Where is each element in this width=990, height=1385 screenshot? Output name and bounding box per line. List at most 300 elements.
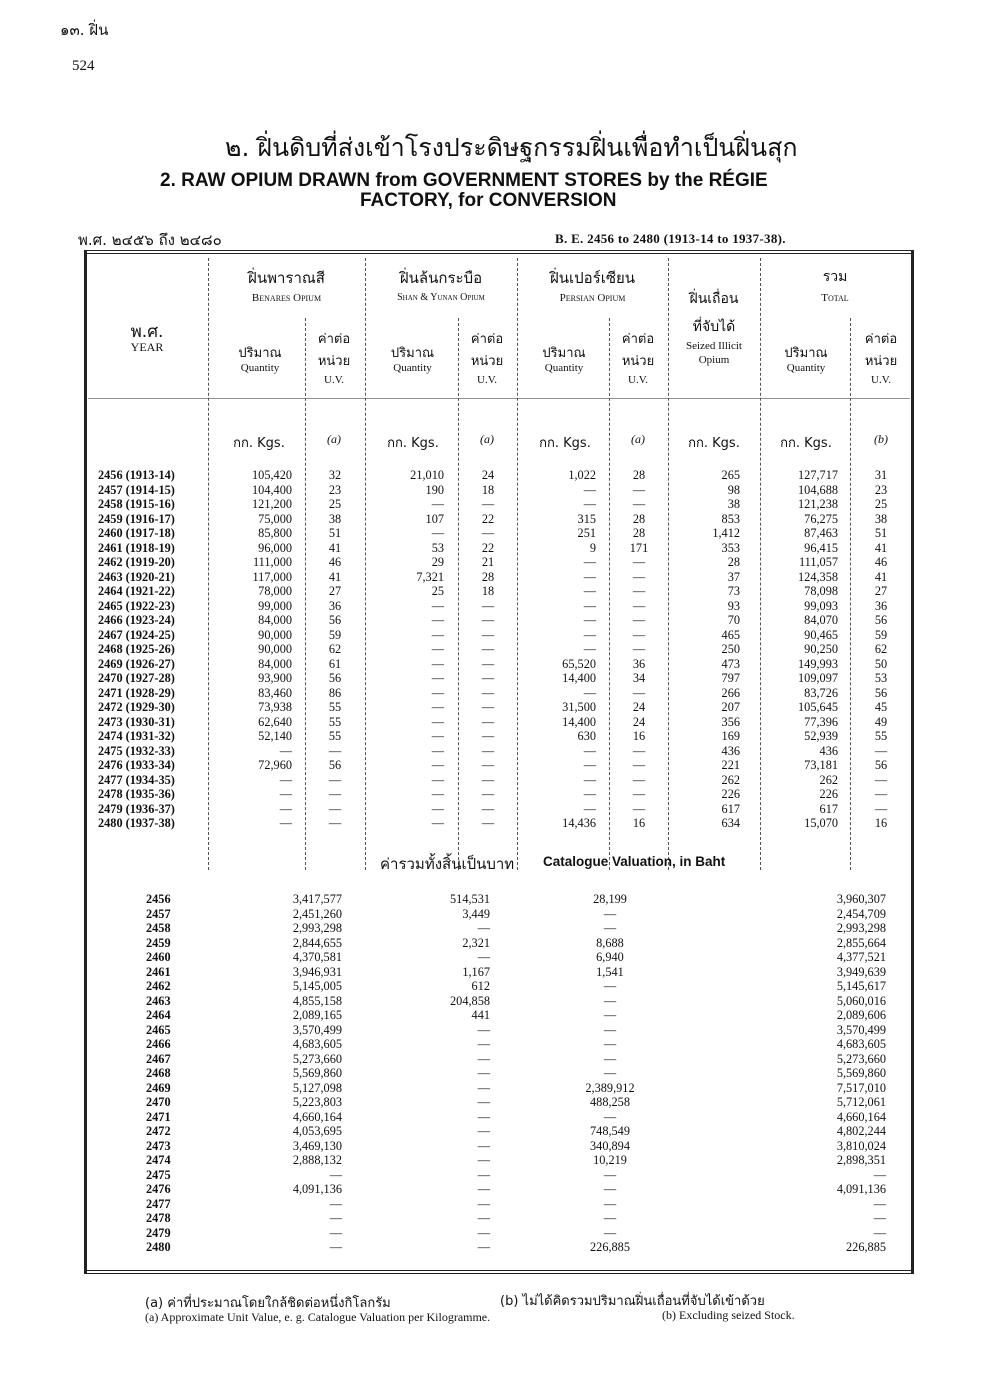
table-cell: — <box>583 772 596 787</box>
year-cell: 2477 (1934-35) <box>98 772 175 787</box>
year-cell: 2469 <box>146 1080 171 1095</box>
table-cell: 251 <box>577 526 596 540</box>
shan-uv-column <box>465 468 511 831</box>
table-cell: 4,660,164 <box>836 1109 886 1124</box>
footnote-a-thai: (a) ค่าที่ประมาณโดยใกล้ชิดต่อหนึ่งกิโลกรัม <box>145 1296 391 1311</box>
table-cell: — <box>603 1066 617 1080</box>
table-cell: 28 <box>481 569 495 584</box>
table-cell: 90,465 <box>804 627 838 642</box>
header-seized-thai-1: ฝิ่นเถื่อน <box>689 291 739 307</box>
header-seized-thai-2: ที่จับได้ <box>692 319 736 335</box>
table-cell: — <box>632 482 646 497</box>
table-cell: 28 <box>727 555 740 569</box>
table-cell: 226 <box>721 787 740 801</box>
table-cell: 73 <box>727 584 740 598</box>
table-cell: — <box>632 497 646 511</box>
table-cell: 51 <box>328 526 342 540</box>
table-cell: 226,885 <box>590 1240 630 1254</box>
table-cell: 90,000 <box>258 627 292 642</box>
table-cell: — <box>481 526 495 540</box>
table-cell: — <box>481 642 495 656</box>
year-cell: 2479 <box>146 1225 171 1240</box>
table-cell: 4,377,521 <box>836 950 886 964</box>
table-cell: 104,400 <box>252 482 292 497</box>
table-cell: — <box>481 729 495 743</box>
table-cell: — <box>632 627 646 642</box>
table-cell: 3,960,307 <box>836 892 886 906</box>
table-cell: — <box>477 1182 490 1196</box>
table-cell: 28 <box>632 468 646 482</box>
table-cell: 514,531 <box>450 892 490 906</box>
table-cell: 52,939 <box>804 729 838 743</box>
subheader-uv-en: U.V. <box>324 374 344 386</box>
table-cell: — <box>431 497 444 511</box>
table-cell: — <box>481 743 495 758</box>
table-cell: 207 <box>721 700 740 714</box>
table-cell: 10,219 <box>593 1153 627 1167</box>
table-cell: — <box>632 772 646 787</box>
footnote-a-en: (a) Approximate Unit Value, e. g. Catalogue Valuation per Kilogramme. <box>145 1310 491 1324</box>
table-cell: — <box>477 1138 490 1153</box>
year-cell: 2457 <box>146 906 171 921</box>
subheader-qty-en: Quantity <box>393 362 432 374</box>
table-cell: — <box>477 1167 490 1182</box>
year-cell: 2456 <box>146 892 171 906</box>
table-cell: 5,712,061 <box>836 1095 886 1109</box>
table-cell: — <box>279 772 292 787</box>
year-cell: 2462 (1919-20) <box>98 555 175 569</box>
year-cell: 2474 <box>146 1153 171 1167</box>
table-cell: 45 <box>874 700 888 714</box>
persian-quantity-column <box>520 468 596 831</box>
table-cell: — <box>603 921 617 935</box>
table-cell: 16 <box>632 729 646 743</box>
table-cell: 2,451,260 <box>292 906 342 921</box>
year-cell: 2465 <box>146 1022 171 1037</box>
year-cell: 2479 (1936-37) <box>98 801 175 816</box>
table-cell: — <box>431 671 444 685</box>
table-cell: 748,549 <box>590 1124 630 1138</box>
table-cell: 21 <box>481 555 495 569</box>
table-cell: 86 <box>328 685 342 700</box>
period-en: B. E. 2456 to 2480 (1913-14 to 1937-38). <box>555 231 786 246</box>
year-cell: 2459 <box>146 935 171 950</box>
table-cell: 76,275 <box>804 511 838 526</box>
table-cell: 265 <box>721 468 740 482</box>
table-cell: — <box>431 700 444 714</box>
year-cell: 2461 <box>146 964 171 979</box>
table-cell: — <box>328 787 342 801</box>
table-cell: — <box>583 569 596 584</box>
table-cell: — <box>632 598 646 613</box>
table-cell: 52,140 <box>258 729 292 743</box>
table-cell: 204,858 <box>450 993 490 1008</box>
table-cell: 85,800 <box>258 526 292 540</box>
table-cell: 28 <box>632 526 646 540</box>
year-cell: 2456 (1913-14) <box>98 468 175 482</box>
table-cell: 3,949,639 <box>836 964 886 979</box>
table-cell: 617 <box>819 801 838 816</box>
table-cell: — <box>477 1225 490 1240</box>
header-year-thai: พ.ศ. <box>130 322 164 342</box>
table-cell: — <box>632 613 646 627</box>
table-cell: — <box>481 787 495 801</box>
table-cell: 3,469,130 <box>292 1138 342 1153</box>
table-cell: — <box>279 801 292 816</box>
table-cell: — <box>603 1037 617 1051</box>
year-cell: 2464 <box>146 1008 171 1022</box>
table-cell: — <box>431 613 444 627</box>
table-cell: 83,460 <box>258 685 292 700</box>
table-cell: 24 <box>632 714 646 729</box>
year-cell: 2475 <box>146 1167 171 1182</box>
table-cell: 266 <box>721 685 740 700</box>
table-cell: — <box>583 598 596 613</box>
table-cell: 96,415 <box>804 540 838 555</box>
table-cell: 16 <box>632 816 646 830</box>
year-cell: 2462 <box>146 979 171 993</box>
title-thai: ๒. ฝิ่นดิบที่ส่งเข้าโรงประดิษฐกรรมฝิ่นเพื่อทำเป็นฝิ่นสุก <box>225 133 798 162</box>
table-cell: 169 <box>721 729 740 743</box>
table-cell: — <box>431 758 444 772</box>
page-number: 524 <box>72 58 95 74</box>
table-cell: 56 <box>328 671 342 685</box>
table-cell: — <box>481 816 495 830</box>
table-cell: 70 <box>727 613 740 627</box>
table-cell: 2,855,664 <box>836 935 886 950</box>
table-cell: 124,358 <box>798 569 838 584</box>
table-cell: 53 <box>874 671 888 685</box>
table-cell: 32 <box>328 468 342 482</box>
year-cell: 2472 (1929-30) <box>98 700 175 714</box>
table-cell: 121,200 <box>252 497 292 511</box>
year-cell: 2466 <box>146 1037 171 1051</box>
table-cell: — <box>603 993 617 1008</box>
table-cell: 65,520 <box>562 656 596 671</box>
table-cell: 49 <box>874 714 888 729</box>
table-cell: — <box>481 671 495 685</box>
table-cell: — <box>481 714 495 729</box>
subheader-uv-thai-1: ค่าต่อ <box>621 332 655 347</box>
table-cell: 1,541 <box>596 964 624 979</box>
table-cell: 56 <box>874 685 888 700</box>
table-cell: 3,570,499 <box>836 1022 886 1037</box>
year-cell: 2468 <box>146 1066 171 1080</box>
table-cell: 46 <box>328 555 342 569</box>
table-cell: 59 <box>874 627 888 642</box>
table-cell: 8,688 <box>596 935 624 950</box>
table-cell: 25 <box>431 584 444 598</box>
table-cell: 41 <box>328 540 342 555</box>
table-cell: 14,400 <box>562 671 596 685</box>
table-cell: — <box>603 1196 617 1211</box>
table-cell: 9 <box>589 540 596 555</box>
unit-kgs: กก. Kgs. <box>780 436 832 451</box>
table-cell: — <box>481 772 495 787</box>
table-cell: 24 <box>481 468 495 482</box>
table-cell: — <box>481 627 495 642</box>
table-cell: 250 <box>721 642 740 656</box>
table-cell: 87,463 <box>804 526 838 540</box>
header-total-en: Total <box>821 292 849 304</box>
table-cell: — <box>583 787 596 801</box>
table-cell: 34 <box>632 671 646 685</box>
table-cell: 4,053,695 <box>292 1124 342 1138</box>
table-cell: 50 <box>874 656 888 671</box>
table-cell: 2,321 <box>462 935 490 950</box>
table-cell: — <box>328 816 342 830</box>
table-cell: — <box>481 497 495 511</box>
table-cell: 78,000 <box>258 584 292 598</box>
table-cell: 25 <box>874 497 888 511</box>
unit-note-a: (a) <box>480 432 494 446</box>
quantity-year-column <box>98 468 175 831</box>
table-cell: 5,569,860 <box>292 1066 342 1080</box>
table-cell: 59 <box>328 627 342 642</box>
header-persian-thai: ฝิ่นเปอร์เซียน <box>549 269 636 287</box>
table-cell: — <box>481 758 495 772</box>
table-cell: — <box>328 801 342 816</box>
year-cell: 2478 <box>146 1211 171 1225</box>
year-cell: 2470 (1927-28) <box>98 671 175 685</box>
table-cell: — <box>583 743 596 758</box>
table-cell: 262 <box>721 772 740 787</box>
col-divider <box>609 318 610 870</box>
unit-kgs: กก. Kgs. <box>233 436 285 451</box>
table-cell: 4,091,136 <box>292 1182 342 1196</box>
table-cell: — <box>477 1095 490 1109</box>
table-cell: 98 <box>727 482 740 497</box>
table-cell: — <box>431 729 444 743</box>
table-cell: 27 <box>328 584 342 598</box>
valuation-year-column <box>146 892 171 1255</box>
subheader-qty-en: Quantity <box>240 362 280 374</box>
table-cell: 46 <box>874 555 888 569</box>
year-cell: 2480 (1937-38) <box>98 816 175 830</box>
header-benares-en: Benares Opium <box>251 292 322 304</box>
table-cell: 73,938 <box>258 700 292 714</box>
table-right-border <box>911 250 914 1274</box>
table-cell: — <box>477 1022 490 1037</box>
table-cell: — <box>583 555 596 569</box>
table-cell: — <box>632 801 646 816</box>
table-cell: 190 <box>425 482 444 497</box>
table-cell: — <box>329 1167 342 1182</box>
table-cell: 36 <box>874 598 888 613</box>
year-cell: 2471 <box>146 1109 171 1124</box>
table-cell: 473 <box>721 656 740 671</box>
table-cell: 1,022 <box>568 468 596 482</box>
subheader-uv-thai-2: หน่วย <box>864 354 898 369</box>
table-cell: — <box>431 685 444 700</box>
table-cell: 2,454,709 <box>836 906 886 921</box>
table-cell: — <box>431 816 444 830</box>
table-cell: 105,420 <box>252 468 292 482</box>
unit-note-a: (a) <box>327 432 341 446</box>
table-cell: — <box>583 801 596 816</box>
table-cell: 31 <box>874 468 888 482</box>
table-cell: 38 <box>328 511 342 526</box>
table-cell: — <box>431 772 444 787</box>
table-cell: 5,145,005 <box>292 979 342 993</box>
table-cell: — <box>603 1022 617 1037</box>
header-seized-en-1: Seized Illicit <box>686 340 742 352</box>
table-cell: 36 <box>328 598 342 613</box>
table-cell: — <box>603 1109 617 1124</box>
header-persian-en: Persian Opium <box>559 292 626 304</box>
table-cell: 99,000 <box>258 598 292 613</box>
table-cell: 4,091,136 <box>836 1182 886 1196</box>
table-cell: 2,089,165 <box>292 1008 342 1022</box>
table-cell: 488,258 <box>590 1095 630 1109</box>
year-cell: 2466 (1923-24) <box>98 613 175 627</box>
shan-valuation-column <box>400 892 490 1255</box>
benares-quantity-column <box>210 468 292 831</box>
benares-uv-column <box>312 468 358 831</box>
header-year-en: YEAR <box>130 340 164 354</box>
table-cell: — <box>603 979 617 993</box>
year-cell: 2458 (1915-16) <box>98 497 175 511</box>
year-cell: 2465 (1922-23) <box>98 598 175 613</box>
table-cell: — <box>477 1109 490 1124</box>
table-cell: 78,098 <box>804 584 838 598</box>
table-cell: — <box>603 1182 617 1196</box>
table-cell: 62 <box>328 642 342 656</box>
table-cell: 53 <box>431 540 444 555</box>
table-cell: 23 <box>328 482 342 497</box>
table-cell: 436 <box>819 743 838 758</box>
table-cell: — <box>328 743 342 758</box>
table-cell: — <box>873 1196 886 1211</box>
year-cell: 2458 <box>146 921 171 935</box>
subheader-uv-en: U.V. <box>871 374 891 386</box>
year-cell: 2472 <box>146 1124 171 1138</box>
table-cell: 2,888,132 <box>292 1153 342 1167</box>
unit-note-b: (b) <box>874 432 888 446</box>
table-cell: 5,127,098 <box>292 1080 342 1095</box>
table-cell: — <box>431 526 444 540</box>
valuation-heading-thai: ค่ารวมทั้งสิ้นเป็นบาท <box>380 855 515 873</box>
table-cell: 4,855,158 <box>292 993 342 1008</box>
table-cell: 14,400 <box>562 714 596 729</box>
table-cell: 93,900 <box>258 671 292 685</box>
table-cell: — <box>329 1240 342 1254</box>
header-total-thai: รวม <box>822 269 848 285</box>
table-cell: — <box>477 1051 490 1066</box>
unit-kgs: กก. Kgs. <box>688 436 740 451</box>
year-cell: 2474 (1931-32) <box>98 729 175 743</box>
subheader-uv-en: U.V. <box>628 374 648 386</box>
table-cell: 84,070 <box>804 613 838 627</box>
table-cell: 37 <box>727 569 740 584</box>
table-cell: 1,167 <box>462 964 490 979</box>
table-cell: 127,717 <box>798 468 838 482</box>
table-cell: 634 <box>721 816 740 830</box>
title-en-line2: FACTORY, for CONVERSION <box>360 190 617 211</box>
year-cell: 2480 <box>146 1240 171 1254</box>
table-cell: 72,960 <box>258 758 292 772</box>
table-cell: — <box>583 482 596 497</box>
persian-valuation-column <box>560 892 660 1255</box>
table-cell: — <box>477 921 490 935</box>
table-cell: 56 <box>328 758 342 772</box>
table-cell: — <box>431 801 444 816</box>
table-cell: 109,097 <box>798 671 838 685</box>
table-cell: — <box>583 758 596 772</box>
subheader-uv-thai-1: ค่าต่อ <box>317 332 351 347</box>
year-cell: 2461 (1918-19) <box>98 540 175 555</box>
table-cell: 61 <box>328 656 342 671</box>
table-cell: 84,000 <box>258 656 292 671</box>
year-cell: 2460 (1917-18) <box>98 526 175 540</box>
col-divider <box>208 258 209 870</box>
year-cell: 2460 <box>146 950 171 964</box>
table-cell: 84,000 <box>258 613 292 627</box>
table-cell: 5,223,803 <box>292 1095 342 1109</box>
table-cell: 18 <box>481 584 495 598</box>
table-cell: 90,250 <box>804 642 838 656</box>
table-cell: — <box>632 642 646 656</box>
table-cell: 4,802,244 <box>836 1124 886 1138</box>
table-cell: 75,000 <box>258 511 292 526</box>
header-shan-en: Shan & Yunan Opium <box>397 292 485 303</box>
table-cell: — <box>431 627 444 642</box>
year-cell: 2463 <box>146 993 171 1008</box>
table-cell: 171 <box>629 540 649 555</box>
table-cell: 105,645 <box>798 700 838 714</box>
table-cell: 221 <box>721 758 740 772</box>
col-divider <box>760 258 761 870</box>
table-top-rule <box>84 250 914 254</box>
table-cell: — <box>431 743 444 758</box>
persian-uv-column <box>616 468 662 831</box>
total-uv-column <box>858 468 904 831</box>
table-cell: 2,844,655 <box>292 935 342 950</box>
title-en-line1: 2. RAW OPIUM DRAWN from GOVERNMENT STORES by the RÉGIE <box>160 170 768 191</box>
running-head: ๑๓. ฝิ่น <box>60 21 109 39</box>
table-cell: 55 <box>874 729 888 743</box>
table-cell: — <box>583 642 596 656</box>
table-cell: 41 <box>328 569 342 584</box>
shan-quantity-column <box>370 468 444 831</box>
table-cell: — <box>431 642 444 656</box>
table-cell: 117,000 <box>252 569 292 584</box>
table-cell: — <box>583 584 596 598</box>
table-cell: — <box>874 772 888 787</box>
table-cell: — <box>632 758 646 772</box>
unit-kgs: กก. Kgs. <box>539 436 591 451</box>
table-cell: 62 <box>874 642 888 656</box>
table-cell: 4,683,605 <box>836 1037 886 1051</box>
table-cell: 2,898,351 <box>836 1153 886 1167</box>
table-cell: — <box>329 1196 342 1211</box>
table-cell: 21,010 <box>410 468 444 482</box>
table-cell: 18 <box>481 482 495 497</box>
subheader-uv-thai-1: ค่าต่อ <box>470 332 504 347</box>
year-cell: 2470 <box>146 1095 171 1109</box>
table-cell: 797 <box>721 671 740 685</box>
table-cell: — <box>477 1196 490 1211</box>
year-cell: 2457 (1914-15) <box>98 482 175 497</box>
subheader-uv-thai-1: ค่าต่อ <box>864 332 898 347</box>
table-cell: 226 <box>819 787 838 801</box>
year-cell: 2471 (1928-29) <box>98 685 175 700</box>
table-cell: 2,993,298 <box>292 921 342 935</box>
table-cell: — <box>477 1240 490 1254</box>
subheader-qty-thai: ปริมาณ <box>238 346 282 361</box>
table-cell: 22 <box>481 540 495 555</box>
table-cell: 55 <box>328 700 342 714</box>
